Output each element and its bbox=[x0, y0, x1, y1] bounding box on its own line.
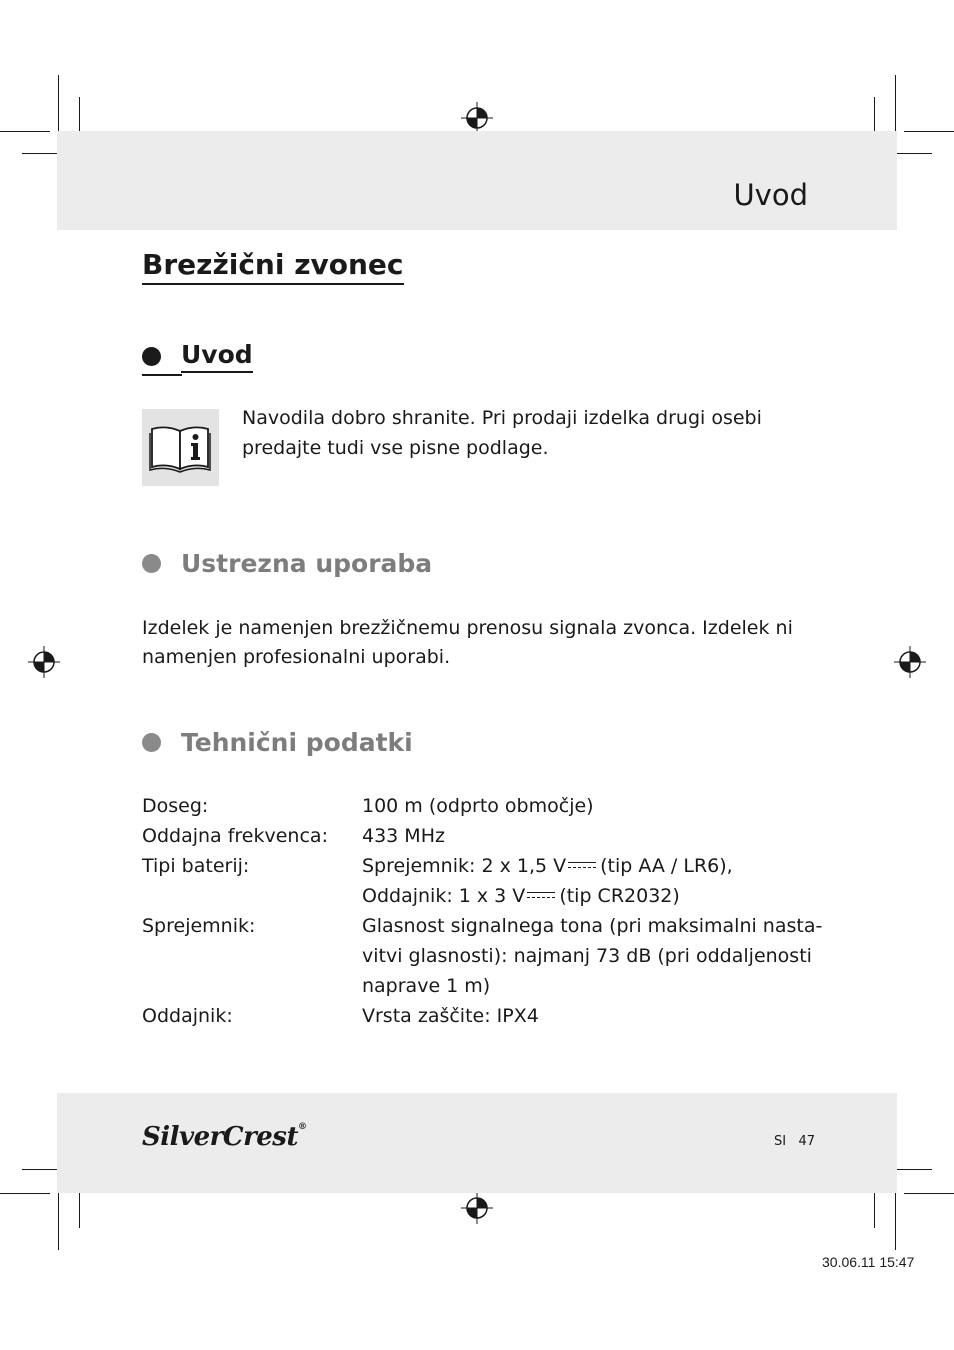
crop-mark bbox=[79, 1192, 80, 1228]
crop-mark bbox=[895, 75, 896, 133]
crop-mark bbox=[904, 131, 954, 132]
spec-value: Glasnost signalnega tona (pri maksimalni nasta- bbox=[362, 915, 823, 937]
spec-label: Tipi baterij: bbox=[142, 855, 250, 877]
spec-label: Sprejemnik: bbox=[142, 915, 256, 937]
heading-uporaba-text: Ustrezna uporaba bbox=[181, 549, 433, 578]
crop-mark bbox=[0, 131, 50, 132]
heading-uvod-text: Uvod bbox=[181, 340, 253, 373]
brand-logo bbox=[142, 1122, 306, 1152]
spec-value: vitvi glasnosti): najmanj 73 dB (pri oddaljenosti bbox=[362, 945, 812, 967]
spec-value-part: Oddajnik: 1 x 3 V bbox=[362, 885, 526, 907]
registered-mark: ® bbox=[297, 1122, 307, 1132]
print-timestamp: 30.06.11 15:47 bbox=[822, 1254, 915, 1270]
uporaba-text-line2: namenjen profesionalni uporabi. bbox=[142, 646, 451, 668]
registration-mark-icon bbox=[461, 1192, 493, 1224]
heading-tehnicni-podatki bbox=[142, 728, 413, 757]
crop-mark bbox=[0, 1193, 50, 1194]
spec-value: 433 MHz bbox=[362, 825, 445, 847]
spec-label: Oddajnik: bbox=[142, 1005, 233, 1027]
crop-mark bbox=[904, 1193, 954, 1194]
heading-underline bbox=[142, 374, 182, 376]
uporaba-text-line1: Izdelek je namenjen brezžičnemu prenosu signala zvonca. Izdelek ni bbox=[142, 617, 793, 639]
bullet-icon bbox=[142, 347, 161, 366]
spec-value: naprave 1 m) bbox=[362, 975, 491, 997]
heading-ustrezna-uporaba bbox=[142, 549, 432, 578]
crop-mark bbox=[58, 1192, 59, 1250]
spec-value: Vrsta zaščite: IPX4 bbox=[362, 1005, 539, 1027]
dc-symbol-icon bbox=[527, 890, 555, 900]
heading-uvod bbox=[142, 340, 253, 373]
section-title: Uvod bbox=[733, 178, 808, 212]
bullet-icon bbox=[142, 554, 161, 573]
document-title: Brezžični zvonec bbox=[142, 248, 404, 285]
crop-mark bbox=[874, 97, 875, 133]
crop-mark bbox=[895, 1192, 896, 1250]
crop-mark bbox=[79, 97, 80, 133]
uvod-text-line1: Navodila dobro shranite. Pri prodaji izdelka drugi osebi bbox=[242, 407, 762, 429]
spec-value-part: (tip AA / LR6), bbox=[600, 855, 733, 877]
dc-symbol-icon bbox=[568, 860, 596, 870]
crop-mark bbox=[874, 1192, 875, 1228]
language-code: SI bbox=[774, 1134, 787, 1149]
spec-label: Oddajna frekvenca: bbox=[142, 825, 328, 847]
spec-value: 100 m (odprto območje) bbox=[362, 795, 594, 817]
spec-label: Doseg: bbox=[142, 795, 209, 817]
info-box bbox=[142, 409, 219, 486]
registration-mark-icon bbox=[28, 646, 60, 678]
page-number: 47 bbox=[798, 1134, 816, 1149]
bullet-icon bbox=[142, 733, 161, 752]
crop-mark bbox=[58, 75, 59, 133]
heading-podatki-text: Tehnični podatki bbox=[181, 728, 413, 757]
page-info bbox=[774, 1134, 815, 1149]
spec-value-line bbox=[362, 851, 822, 881]
info-book-icon bbox=[142, 409, 219, 486]
uvod-text-line2: predajte tudi vse pisne podlage. bbox=[242, 437, 549, 459]
spec-value-part: Sprejemnik: 2 x 1,5 V bbox=[362, 855, 567, 877]
registration-mark-icon bbox=[461, 102, 493, 134]
registration-mark-icon bbox=[894, 646, 926, 678]
spec-value-part: (tip CR2032) bbox=[559, 885, 680, 907]
spec-value-line bbox=[362, 881, 822, 911]
brand-name: SilverCrest bbox=[142, 1122, 298, 1152]
